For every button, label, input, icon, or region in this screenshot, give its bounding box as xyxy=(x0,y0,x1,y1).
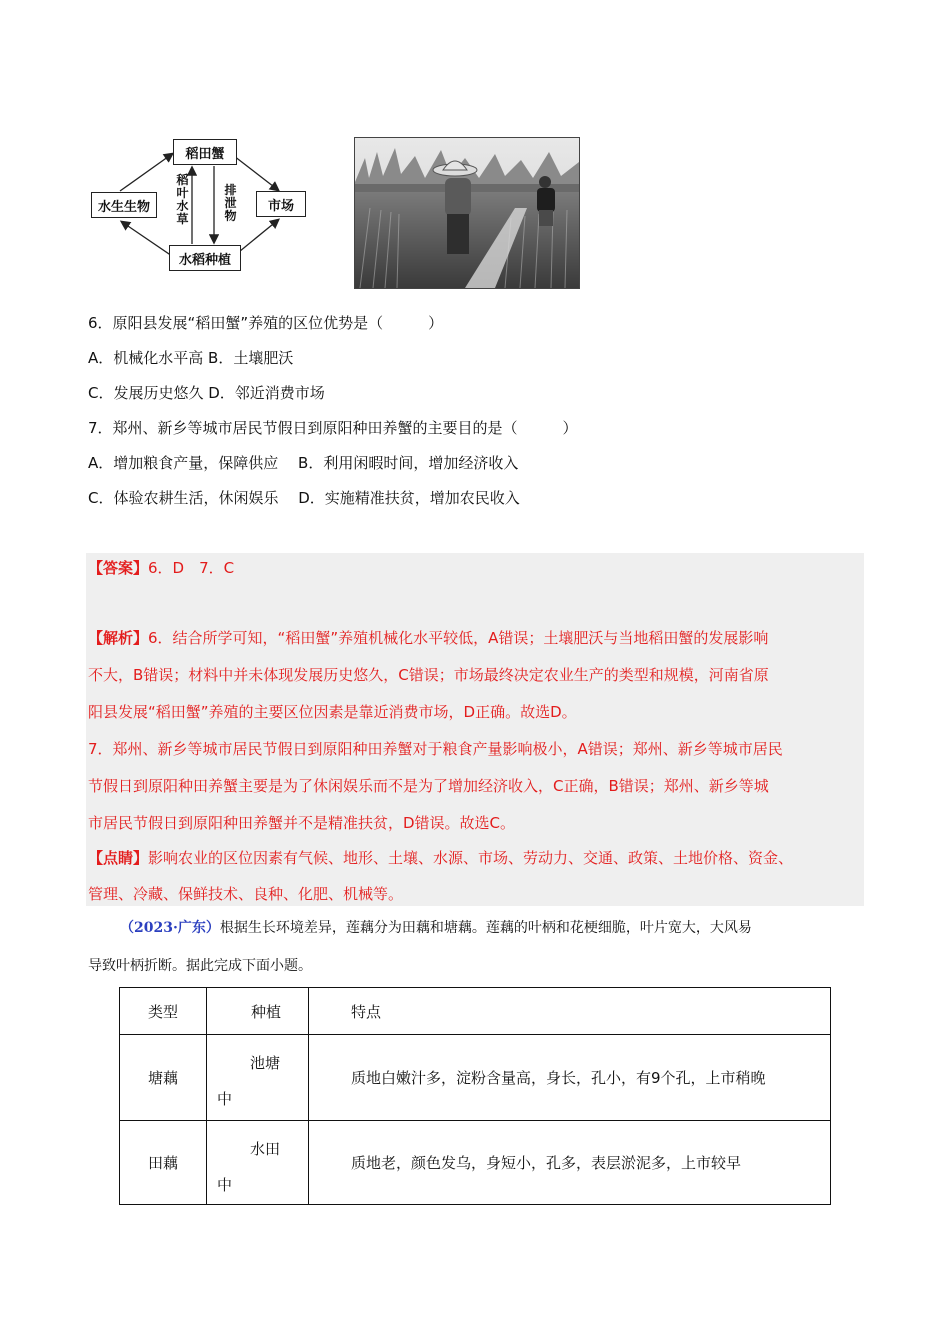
cell-plant-b: 中 xyxy=(217,1090,233,1108)
tip-line-1 xyxy=(88,848,793,868)
farmers-in-rice-field-photo xyxy=(354,137,580,289)
photo-illustration xyxy=(355,138,579,288)
diagram-box-rice: 水稻种植 xyxy=(169,245,241,271)
cell-plant-a: 水田 xyxy=(250,1140,281,1158)
source-tag: （2023·广东） xyxy=(120,920,220,936)
question-6-stem: 6．原阳县发展“稻田蟹”养殖的区位优势是（ ） xyxy=(88,314,444,332)
rice-crab-cycle-diagram xyxy=(88,134,320,276)
question-7-stem: 7．郑州、新乡等城市居民节假日到原阳种田养蟹的主要目的是（ ） xyxy=(88,419,578,437)
tip-line-2: 管理、冷藏、保鲜技术、良种、化肥、机械等。 xyxy=(88,885,404,903)
intro-line-1 xyxy=(120,918,752,938)
table-row xyxy=(120,1121,831,1205)
header-feature: 特点 xyxy=(309,988,831,1035)
diagram-label-up: 稻叶水草 xyxy=(176,173,189,226)
intro-text-1: 根据生长环境差异，莲藕分为田藕和塘藕。莲藕的叶柄和花梗细脆，叶片宽大，大风易 xyxy=(219,920,752,936)
tip-label: 【点睛】 xyxy=(88,849,149,867)
analysis-line-6: 市居民节假日到原阳种田养蟹并不是精准扶贫，D错误。故选C。 xyxy=(88,814,516,832)
diagram-box-crab: 稻田蟹 xyxy=(173,139,237,165)
diagram-box-aquatic: 水生生物 xyxy=(91,192,157,218)
diagram-box-market: 市场 xyxy=(256,191,306,217)
cell-type: 塘藕 xyxy=(120,1035,207,1121)
analysis-line-3: 阳县发展“稻田蟹”养殖的主要区位因素是靠近消费市场，D正确。故选D。 xyxy=(88,703,577,721)
cell-plant-b: 中 xyxy=(217,1176,233,1194)
cell-plant xyxy=(207,1035,309,1121)
question-7-options-ab: A．增加粮食产量，保障供应 B．利用闲暇时间，增加经济收入 xyxy=(88,454,519,472)
question-7-options-cd: C．体验农耕生活，休闲娱乐 D．实施精准扶贫，增加农民收入 xyxy=(88,489,520,507)
answer-label: 【答案】 xyxy=(88,559,149,577)
cell-plant-a: 池塘 xyxy=(250,1054,281,1072)
analysis-line-1 xyxy=(88,628,768,648)
question-6-options-cd: C．发展历史悠久 D．邻近消费市场 xyxy=(88,384,325,402)
cell-feature: 质地白嫩汁多，淀粉含量高，身长，孔小，有9个孔，上市稍晚 xyxy=(309,1035,831,1121)
table-header-row xyxy=(120,988,831,1035)
analysis-text-1: 6．结合所学可知，“稻田蟹”养殖机械化水平较低，A错误；土壤肥沃与当地稻田蟹的发展影响 xyxy=(148,629,769,647)
analysis-line-4: 7．郑州、新乡等城市居民节假日到原阳种田养蟹对于粮食产量影响极小，A错误；郑州、新乡等城市居民 xyxy=(88,740,783,758)
cell-plant xyxy=(207,1121,309,1205)
header-type: 类型 xyxy=(120,988,207,1035)
intro-line-2: 导致叶柄折断。据此完成下面小题。 xyxy=(88,958,312,974)
question-6-options-ab: A．机械化水平高 B．土壤肥沃 xyxy=(88,349,294,367)
cell-type: 田藕 xyxy=(120,1121,207,1205)
analysis-label: 【解析】 xyxy=(88,629,149,647)
analysis-line-2: 不大，B错误；材料中并未体现发展历史悠久，C错误；市场最终决定农业生产的类型和规模，河南省原 xyxy=(88,666,769,684)
answer-line xyxy=(88,558,234,578)
cell-feature: 质地老，颜色发乌，身短小，孔多，表层淤泥多，上市较早 xyxy=(309,1121,831,1205)
table-row xyxy=(120,1035,831,1121)
analysis-line-5: 节假日到原阳种田养蟹主要是为了休闲娱乐而不是为了增加经济收入，C正确，B错误；郑州、新乡等城 xyxy=(88,777,769,795)
header-plant: 种植 xyxy=(207,988,309,1035)
answer-text: 6．D 7．C xyxy=(148,559,235,577)
lotus-root-table xyxy=(119,987,831,1205)
diagram-label-down: 排泄物 xyxy=(224,183,237,223)
tip-text-1: 影响农业的区位因素有气候、地形、土壤、水源、市场、劳动力、交通、政策、土地价格、资金、 xyxy=(148,849,794,867)
